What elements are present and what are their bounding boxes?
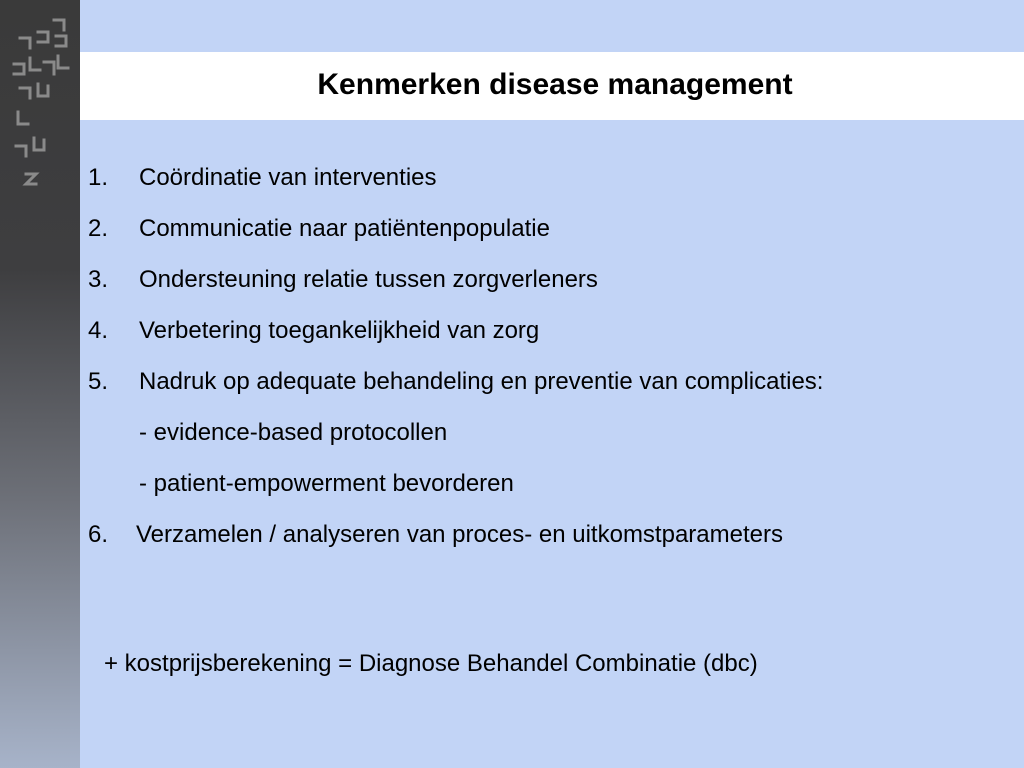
list-item: Coördinatie van interventies [139, 164, 437, 191]
item-number: 4. [88, 317, 109, 344]
sub-item: - patient-empowerment bevorderen [139, 470, 514, 497]
slide-title: Kenmerken disease management [317, 68, 793, 101]
item-number: 1. [88, 164, 109, 191]
list-item: Verzamelen / analyseren van proces- en uitkomstparameters [136, 521, 783, 548]
sidebar [0, 0, 80, 768]
item-number: 5. [88, 368, 109, 395]
list-item: Nadruk op adequate behandeling en preventie van complicaties: [139, 368, 824, 395]
item-number: 3. [88, 266, 109, 293]
sub-item: - evidence-based protocollen [139, 419, 448, 446]
geometric-maze-logo [8, 14, 74, 200]
footer-note: + kostprijsberekening = Diagnose Behandel Combinatie (dbc) [104, 650, 758, 677]
item-number: 6. [88, 521, 109, 548]
list-item: Ondersteuning relatie tussen zorgverleners [139, 266, 598, 293]
list-item: Verbetering toegankelijkheid van zorg [139, 317, 540, 344]
list-item: Communicatie naar patiëntenpopulatie [139, 215, 550, 242]
item-number: 2. [88, 215, 109, 242]
title-band [80, 52, 1024, 120]
